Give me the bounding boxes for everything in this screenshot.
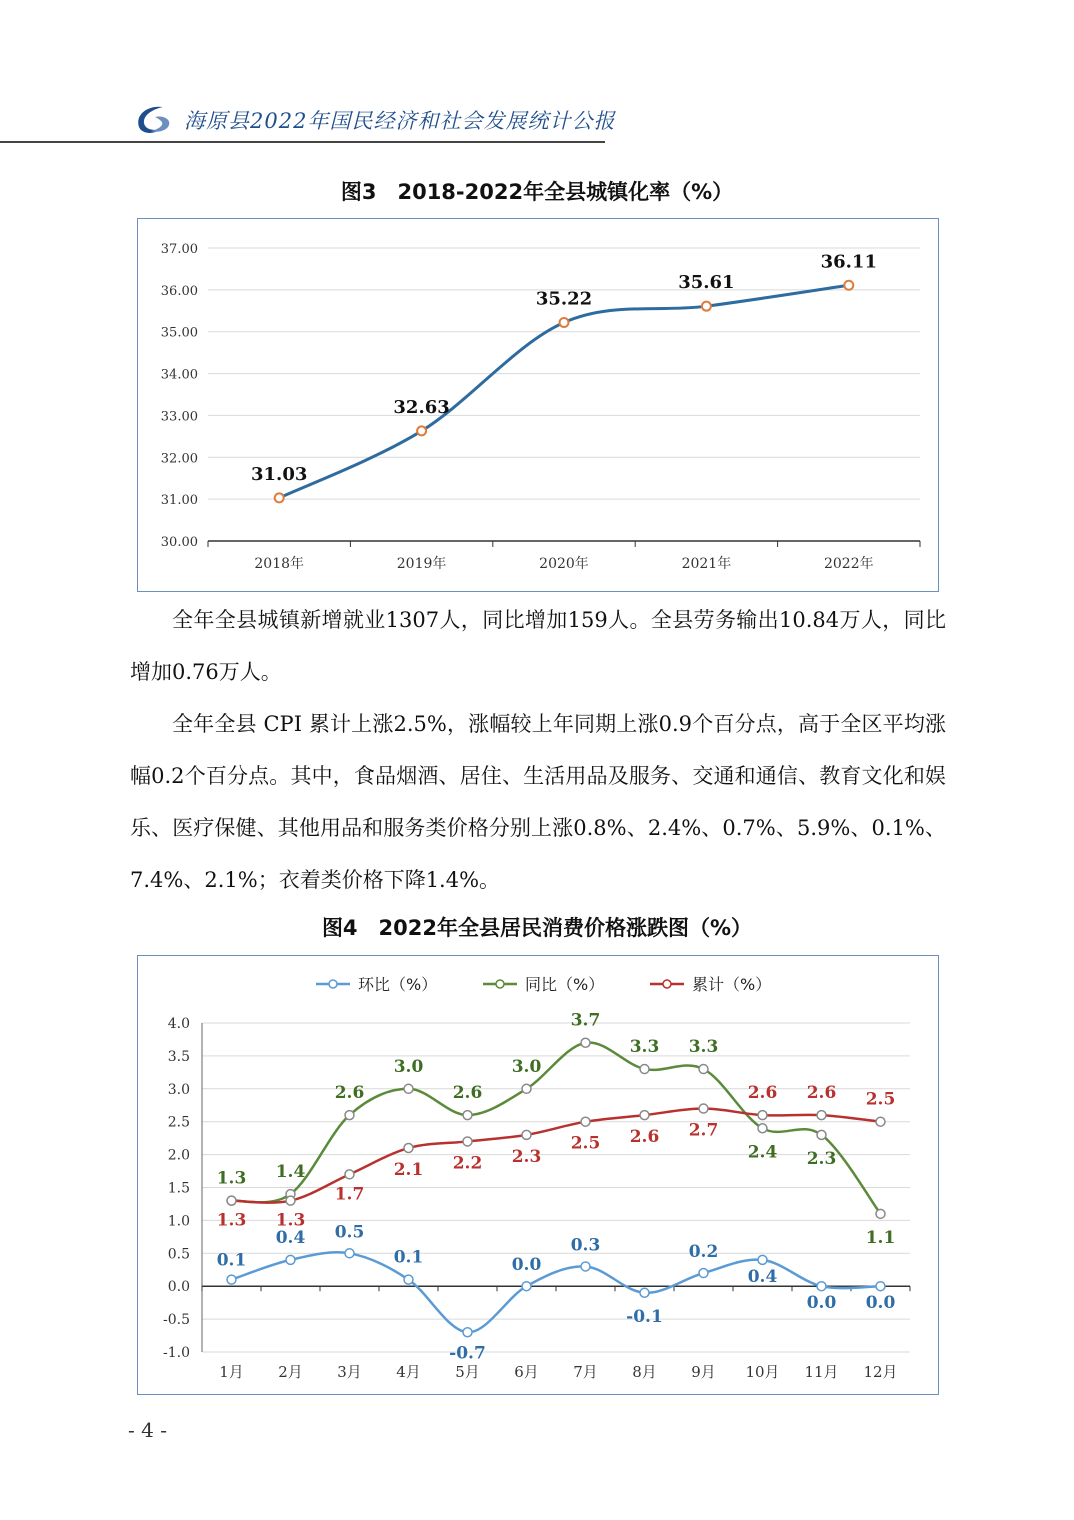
x-tick-label: 4月 <box>396 1363 421 1381</box>
data-point <box>345 1111 354 1120</box>
x-tick-label: 2020年 <box>539 556 589 572</box>
data-point <box>227 1275 236 1284</box>
y-tick-label: 1.0 <box>167 1213 190 1230</box>
data-label: 2.2 <box>452 1153 483 1174</box>
y-tick-label: 33.00 <box>160 409 198 425</box>
x-tick-label: 8月 <box>632 1363 657 1381</box>
data-label: 1.3 <box>216 1168 247 1189</box>
data-point <box>581 1117 590 1126</box>
data-label: 2.3 <box>511 1146 542 1167</box>
data-label: 2.4 <box>747 1142 778 1163</box>
data-label: 3.3 <box>688 1037 719 1058</box>
data-label: 0.0 <box>865 1293 896 1314</box>
page-header <box>0 95 616 145</box>
x-tick-label: 10月 <box>745 1363 780 1381</box>
y-tick-label: 2.5 <box>167 1114 190 1131</box>
y-tick-label: 4.0 <box>167 1016 190 1032</box>
data-label: 0.0 <box>511 1255 542 1276</box>
data-label: 32.63 <box>393 396 450 418</box>
cpi-paragraph <box>130 698 946 906</box>
data-point <box>844 281 853 290</box>
x-tick-label: 9月 <box>691 1363 716 1381</box>
y-tick-label: 30.00 <box>160 535 198 550</box>
y-tick-label: 3.5 <box>167 1048 190 1065</box>
data-label: 1.4 <box>275 1162 306 1183</box>
data-point <box>404 1144 413 1153</box>
data-point <box>345 1249 354 1258</box>
data-label: 3.0 <box>393 1056 424 1077</box>
y-tick-label: 0.5 <box>167 1246 190 1263</box>
y-tick-label: 32.00 <box>160 451 198 467</box>
data-label: 36.11 <box>820 251 877 273</box>
data-label: 3.0 <box>511 1056 542 1077</box>
data-label: 0.4 <box>747 1266 778 1287</box>
data-label: 0.0 <box>806 1293 837 1314</box>
x-tick-label: 2018年 <box>254 556 305 572</box>
urbanization-chart <box>137 218 939 592</box>
data-label: 31.03 <box>251 463 308 485</box>
data-point <box>640 1111 649 1120</box>
employment-text: 全年全县城镇新增就业1307人，同比增加159人。全县劳务输出10.84万人，同比增加0.76万人。 <box>130 608 946 684</box>
cpi-chart <box>137 955 939 1395</box>
data-point <box>286 1255 295 1264</box>
legend-label: 环比（%） <box>358 975 438 994</box>
data-point <box>560 318 569 327</box>
y-tick-label: 37.00 <box>160 242 198 257</box>
y-tick-label: -1.0 <box>163 1345 190 1361</box>
data-point <box>404 1275 413 1284</box>
data-label: 2.6 <box>806 1083 837 1104</box>
series-line <box>232 1109 881 1203</box>
data-label: 1.1 <box>865 1227 896 1248</box>
data-point <box>699 1269 708 1278</box>
data-point <box>699 1104 708 1113</box>
x-tick-label: 6月 <box>514 1363 539 1381</box>
data-point <box>758 1124 767 1133</box>
data-label: 2.5 <box>865 1089 896 1110</box>
x-tick-label: 11月 <box>804 1363 839 1381</box>
y-tick-label: 36.00 <box>160 283 198 299</box>
figure3-title: 图3 2018-2022年全县城镇化率（%） <box>340 180 734 204</box>
data-point <box>463 1328 472 1337</box>
data-point <box>876 1117 885 1126</box>
header-title: 海原县2022年国民经济和社会发展统计公报 <box>184 109 616 133</box>
urbanization-chart-svg <box>138 219 938 591</box>
data-point <box>227 1196 236 1205</box>
header-divider <box>0 141 605 143</box>
y-tick-label: 1.5 <box>167 1180 190 1197</box>
data-point <box>758 1111 767 1120</box>
legend-swatch-marker <box>663 980 671 988</box>
data-label: 0.1 <box>216 1250 247 1271</box>
data-point <box>581 1262 590 1271</box>
data-label: 0.3 <box>570 1235 601 1256</box>
data-point <box>417 426 426 435</box>
page-number: - 4 - <box>128 1418 167 1442</box>
data-label: -0.7 <box>449 1343 486 1364</box>
data-point <box>345 1170 354 1179</box>
data-label: 1.3 <box>275 1210 306 1231</box>
cpi-chart-svg <box>138 956 938 1394</box>
data-point <box>758 1255 767 1264</box>
data-point <box>699 1065 708 1074</box>
data-label: 3.3 <box>629 1037 660 1058</box>
data-point <box>463 1137 472 1146</box>
data-label: 2.6 <box>452 1083 483 1104</box>
y-tick-label: -0.5 <box>163 1312 190 1329</box>
x-tick-label: 3月 <box>337 1363 362 1381</box>
data-label: 2.6 <box>334 1083 365 1104</box>
x-tick-label: 7月 <box>573 1363 598 1381</box>
data-point <box>640 1065 649 1074</box>
data-label: 0.1 <box>393 1247 424 1268</box>
x-tick-label: 2022年 <box>823 556 874 572</box>
x-tick-label: 12月 <box>863 1363 898 1381</box>
legend-label: 同比（%） <box>525 975 605 994</box>
data-label: 35.22 <box>535 288 593 310</box>
data-point <box>286 1196 295 1205</box>
x-tick-label: 2019年 <box>396 556 447 572</box>
data-label: 1.3 <box>216 1210 247 1231</box>
figure4-title: 图4 2022年全县居民消费价格涨跌图（%） <box>321 916 753 940</box>
data-point <box>817 1282 826 1291</box>
data-label: 2.6 <box>747 1083 778 1104</box>
data-label: 0.2 <box>688 1242 719 1263</box>
data-label: 2.3 <box>806 1148 837 1169</box>
data-label: 2.1 <box>393 1160 424 1181</box>
employment-paragraph <box>130 594 946 698</box>
x-tick-label: 2021年 <box>681 556 732 572</box>
data-point <box>640 1288 649 1297</box>
data-point <box>404 1084 413 1093</box>
data-point <box>876 1209 885 1218</box>
cpi-text: 全年全县 CPI 累计上涨2.5%，涨幅较上年同期上涨0.9个百分点，高于全区平均涨幅0.2个百分点。其中，食品烟酒、居住、生活用品及服务、交通和通信、教育文化和娱乐、医疗保健、其他用品和服务类价格分别上涨0.8%、2.4%、0.7%、5.9%、0.1%、7.4%、2.1%；衣着类价格下降1.4%。 <box>130 712 946 892</box>
y-tick-label: 0.0 <box>167 1279 190 1296</box>
y-tick-label: 34.00 <box>160 367 198 383</box>
y-tick-label: 35.00 <box>160 325 198 341</box>
data-point <box>817 1111 826 1120</box>
data-point <box>817 1130 826 1139</box>
data-point <box>463 1111 472 1120</box>
data-label: 2.5 <box>570 1133 601 1154</box>
data-label: 0.4 <box>275 1227 306 1248</box>
data-point <box>522 1084 531 1093</box>
data-point <box>522 1282 531 1291</box>
data-point <box>275 493 284 502</box>
data-point <box>876 1282 885 1291</box>
x-tick-label: 2月 <box>278 1363 303 1381</box>
y-tick-label: 3.0 <box>167 1081 190 1098</box>
data-label: -0.1 <box>626 1306 663 1327</box>
legend-swatch-marker <box>329 980 337 988</box>
legend-label: 累计（%） <box>692 975 772 994</box>
series-line <box>232 1252 881 1332</box>
data-point <box>581 1038 590 1047</box>
data-point <box>702 302 711 311</box>
data-label: 2.7 <box>688 1120 719 1141</box>
data-label: 1.7 <box>334 1184 365 1205</box>
legend-swatch-marker <box>496 980 504 988</box>
swoosh-logo-icon <box>133 103 175 137</box>
data-label: 3.7 <box>570 1010 601 1031</box>
data-label: 0.5 <box>334 1222 365 1243</box>
data-point <box>522 1130 531 1139</box>
data-label: 2.6 <box>629 1127 660 1148</box>
data-label: 35.61 <box>678 272 735 294</box>
x-tick-label: 5月 <box>455 1363 480 1381</box>
y-tick-label: 2.0 <box>167 1147 190 1164</box>
x-tick-label: 1月 <box>219 1363 244 1381</box>
y-tick-label: 31.00 <box>160 493 198 509</box>
